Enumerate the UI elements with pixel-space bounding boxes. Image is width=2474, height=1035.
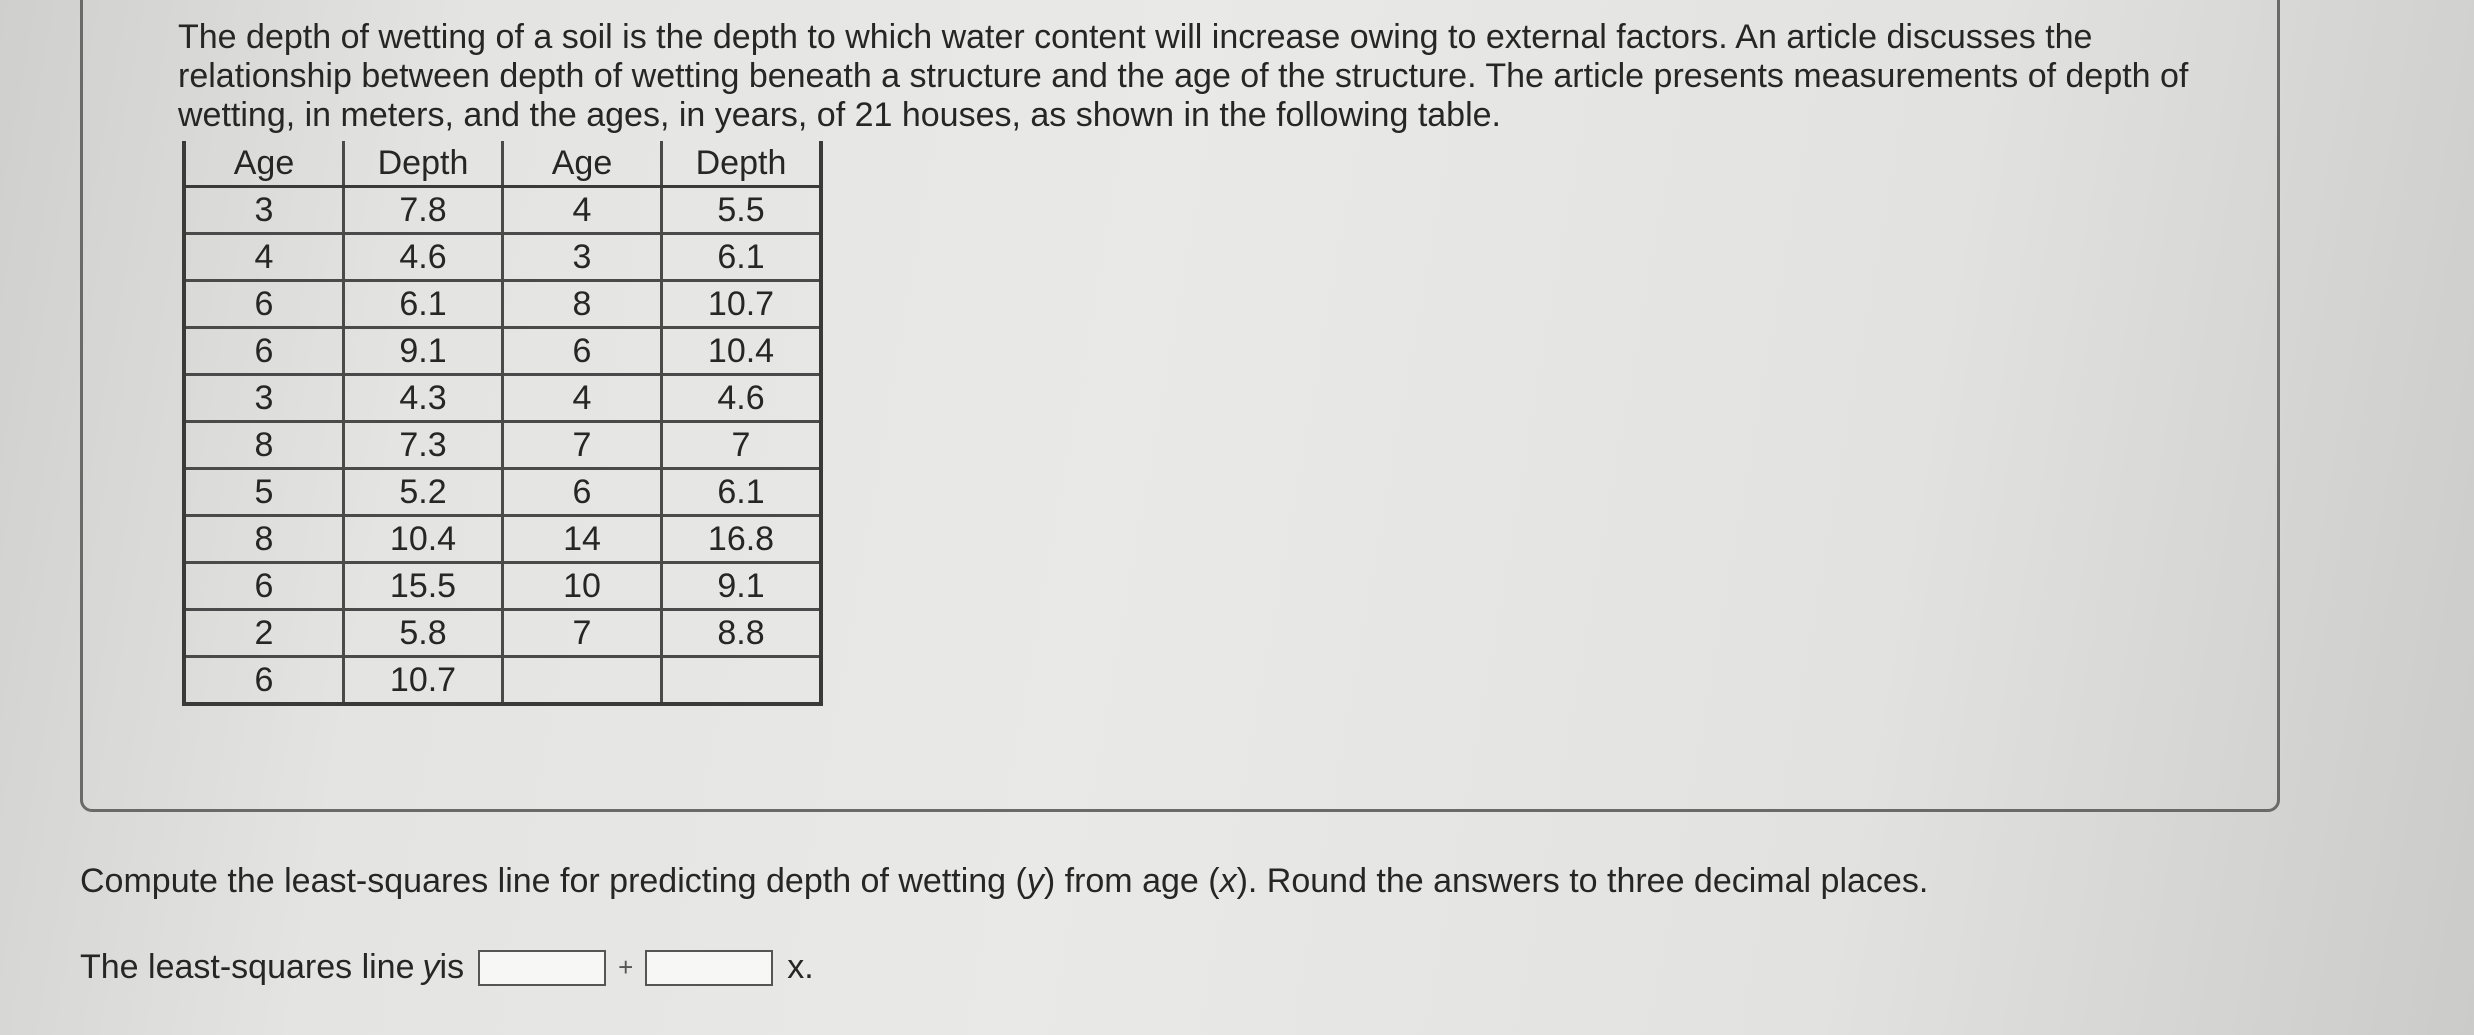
table-cell: 8.8 (662, 610, 822, 657)
table-row (184, 328, 821, 375)
y-variable: y (422, 948, 440, 986)
table-row (184, 375, 821, 422)
table-cell: 3 (503, 234, 662, 281)
table-cell: 7.8 (344, 187, 503, 234)
table-cell: 9.1 (344, 328, 503, 375)
table-cell: 10 (503, 563, 662, 610)
question-text-part: ). Round the answers to three decimal places. (1236, 862, 1929, 900)
table-cell: 8 (184, 422, 344, 469)
table-cell: 6 (184, 657, 344, 705)
table-header-row (184, 141, 821, 187)
table-cell: 15.5 (344, 563, 503, 610)
table-row (184, 422, 821, 469)
table-cell: 3 (184, 375, 344, 422)
table-cell: 6 (184, 563, 344, 610)
table-cell: 4.6 (344, 234, 503, 281)
question-text-part: Compute the least-squares line for predicting depth of wetting ( (80, 862, 1027, 900)
table-row (184, 187, 821, 234)
table-row (184, 657, 821, 705)
plus-sign: + (618, 952, 634, 982)
table-cell: 6.1 (662, 469, 822, 516)
question-text-part: ) from age ( (1043, 862, 1220, 900)
table-row (184, 281, 821, 328)
table-header-cell: Depth (662, 141, 822, 187)
table-cell: 4.3 (344, 375, 503, 422)
table-cell: 7 (503, 610, 662, 657)
table-cell: 8 (184, 516, 344, 563)
table-cell: 4 (184, 234, 344, 281)
table-cell: 16.8 (662, 516, 822, 563)
table-cell: 6.1 (662, 234, 822, 281)
table-cell: 8 (503, 281, 662, 328)
table-cell: 7 (503, 422, 662, 469)
intercept-input[interactable] (478, 950, 606, 986)
table-row (184, 234, 821, 281)
table-cell: 10.7 (662, 281, 822, 328)
table-cell: 6 (503, 469, 662, 516)
x-variable: x (1219, 862, 1237, 900)
answer-line (80, 948, 814, 987)
answer-prefix: The least-squares line (80, 948, 415, 986)
table-cell: 5.2 (344, 469, 503, 516)
table-cell: 6 (184, 328, 344, 375)
table-cell: 5 (184, 469, 344, 516)
slope-input[interactable] (645, 950, 773, 986)
table-cell: 14 (503, 516, 662, 563)
table-row (184, 610, 821, 657)
answer-suffix: x. (787, 948, 814, 986)
problem-intro-text: The depth of wetting of a soil is the depth to which water content will increase owing to external factors. An article discusses the relationship between depth of wetting beneath a structure and the age of the structure. The article presents measurements of depth of wetting, in meters, and the ages, in years, of 21 houses, as shown in the following table. (178, 18, 2189, 134)
age-depth-table (182, 141, 823, 706)
table-cell: 6 (503, 328, 662, 375)
table-row (184, 469, 821, 516)
table-cell: 5.8 (344, 610, 503, 657)
table-header-cell: Age (503, 141, 662, 187)
question-text (80, 862, 1928, 901)
table-header-cell: Age (184, 141, 344, 187)
table-cell: 10.4 (344, 516, 503, 563)
table-cell: 4.6 (662, 375, 822, 422)
table-cell: 9.1 (662, 563, 822, 610)
table-cell: 3 (184, 187, 344, 234)
table-cell: 10.4 (662, 328, 822, 375)
table-cell: 7 (662, 422, 822, 469)
table-row (184, 516, 821, 563)
y-variable: y (1026, 862, 1044, 900)
answer-is-text: is (439, 948, 465, 986)
table-cell: 4 (503, 187, 662, 234)
table-cell: 10.7 (344, 657, 503, 705)
table-cell: 6 (184, 281, 344, 328)
table-cell: 7.3 (344, 422, 503, 469)
table-cell: 4 (503, 375, 662, 422)
table-cell: 2 (184, 610, 344, 657)
table-cell: 6.1 (344, 281, 503, 328)
table-cell (662, 657, 822, 705)
table-header-cell: Depth (344, 141, 503, 187)
table-cell: 5.5 (662, 187, 822, 234)
table-cell (503, 657, 662, 705)
table-row (184, 563, 821, 610)
